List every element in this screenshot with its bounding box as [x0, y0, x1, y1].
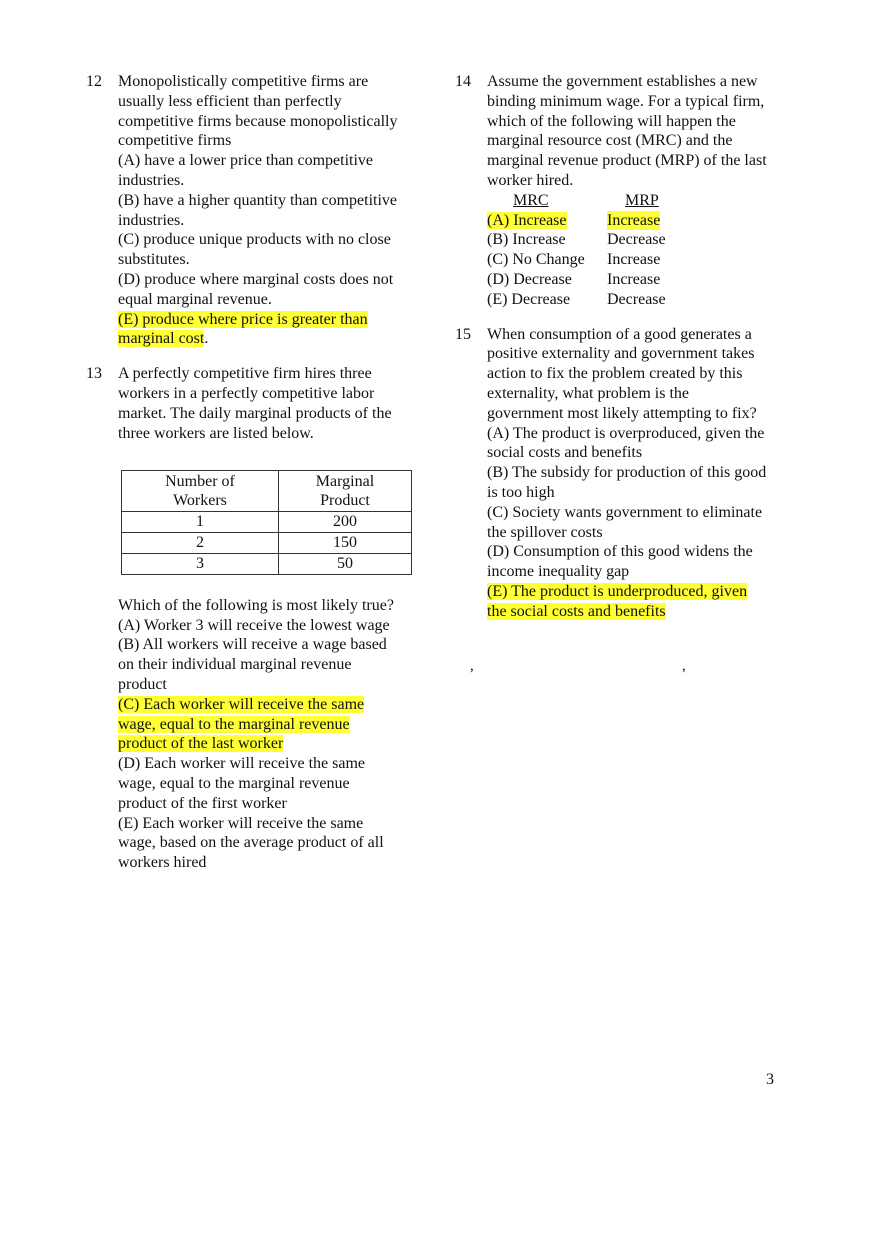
table-header-row	[122, 471, 412, 512]
table-cell: 150	[278, 533, 411, 554]
stem-line: three workers are listed below.	[118, 424, 314, 442]
table-cell: 3	[122, 553, 279, 574]
table-row	[122, 533, 412, 554]
stem-line: marginal revenue product (MRP) of the last	[487, 152, 767, 170]
option-line: (D) Decrease Increase	[487, 270, 661, 288]
option-line: (E) Decrease Decrease	[487, 290, 666, 308]
answer-line	[118, 715, 426, 735]
page-number: 3	[766, 1071, 774, 1088]
highlighted-answer: the social costs and benefits	[487, 602, 666, 620]
right-column	[455, 72, 800, 622]
option-line: social costs and benefits	[487, 444, 643, 462]
question-14	[455, 72, 800, 310]
option-line: wage, based on the average product of all	[118, 834, 384, 852]
stem-line: competitive firms	[118, 132, 232, 150]
option-line: (E) Each worker will receive the same	[118, 814, 364, 832]
answer-line	[118, 695, 426, 715]
option-line: (A) have a lower price than competitive	[118, 152, 373, 170]
option-line: (A) Worker 3 will receive the lowest wage	[118, 616, 390, 634]
stem-line: A perfectly competitive firm hires three	[118, 365, 372, 383]
option-line: industries.	[118, 171, 185, 189]
stem-line: Assume the government establishes a new	[487, 73, 758, 90]
question-number: 12	[86, 73, 102, 90]
option-line: (C) Society wants government to eliminate	[487, 503, 763, 521]
table-row	[122, 512, 412, 533]
highlighted-answer: (E) The product is underproduced, given	[487, 582, 748, 600]
column-header-marginal-product: Marginal Product	[278, 471, 411, 512]
stem-line: which of the following will happen the	[487, 112, 736, 130]
question-body	[487, 72, 800, 310]
stem-line: binding minimum wage. For a typical firm,	[487, 92, 765, 110]
question-number: 13	[86, 365, 102, 383]
answer-line	[118, 310, 426, 330]
option-line: (C) produce unique products with no close	[118, 231, 391, 249]
highlighted-answer: Increase	[607, 211, 661, 229]
question-body	[118, 72, 426, 349]
stem-line: usually less efficient than perfectly	[118, 92, 342, 110]
option-line: equal marginal revenue.	[118, 290, 272, 308]
stem-line: marginal resource cost (MRC) and the	[487, 132, 733, 150]
option-line: product	[118, 675, 167, 693]
option-line: is too high	[487, 483, 555, 501]
option-line: workers hired	[118, 854, 207, 872]
highlighted-answer: marginal cost	[118, 330, 205, 348]
highlighted-answer: (E) produce where price is greater than	[118, 310, 368, 328]
table-cell: 200	[278, 512, 411, 533]
stem-line: action to fix the problem created by this	[487, 365, 743, 383]
highlighted-answer: (A) Increase	[487, 211, 567, 229]
highlighted-answer: product of the last worker	[118, 735, 284, 753]
question-body	[487, 325, 800, 622]
stem-line: positive externality and government takes	[487, 345, 755, 363]
stem-line: Monopolistically competitive firms are	[118, 73, 369, 90]
question-number: 15	[455, 325, 471, 343]
option-line: (D) Each worker will receive the same	[118, 755, 365, 773]
option-line: (D) Consumption of this good widens the	[487, 543, 753, 561]
option-line: on their individual marginal revenue	[118, 656, 352, 674]
option-line: product of the first worker	[118, 794, 287, 812]
left-column	[86, 72, 426, 873]
header-mrp: MRP	[625, 191, 659, 209]
option-line: (B) The subsidy for production of this good	[487, 464, 767, 482]
question-number: 14	[455, 73, 471, 90]
stem-line: market. The daily marginal products of the	[118, 404, 392, 422]
option-line: wage, equal to the marginal revenue	[118, 774, 350, 792]
stray-mark: ,	[470, 658, 474, 674]
question-12	[86, 72, 426, 349]
table-row	[122, 553, 412, 574]
answer-punctuation: .	[204, 330, 209, 348]
highlighted-answer: (C) Each worker will receive the same	[118, 695, 365, 713]
answer-line	[487, 582, 800, 602]
column-headers	[487, 191, 800, 211]
question-body	[118, 364, 426, 873]
answer-line	[487, 211, 800, 231]
stray-mark: ,	[682, 658, 686, 674]
option-line: (B) All workers will receive a wage based	[118, 636, 387, 654]
stem-line: externality, what problem is the	[487, 384, 690, 402]
stem-line: worker hired.	[487, 171, 574, 189]
answer-line	[118, 329, 426, 349]
table-cell: 1	[122, 512, 279, 533]
option-line: income inequality gap	[487, 563, 630, 581]
highlighted-answer: wage, equal to the marginal revenue	[118, 715, 350, 733]
stem-line: competitive firms because monopolistically	[118, 112, 398, 130]
answer-line	[487, 602, 800, 622]
stem-line: workers in a perfectly competitive labor	[118, 384, 375, 402]
stem-line: When consumption of a good generates a	[487, 325, 752, 343]
option-line: substitutes.	[118, 251, 190, 269]
table-cell: 2	[122, 533, 279, 554]
marginal-product-table	[121, 470, 412, 574]
header-mrc: MRC	[513, 191, 549, 209]
option-line: (D) produce where marginal costs does not	[118, 270, 394, 288]
option-line: (C) No Change Increase	[487, 251, 661, 269]
question-line: Which of the following is most likely true?	[118, 596, 394, 614]
question-15	[455, 325, 800, 622]
option-line: industries.	[118, 211, 185, 229]
answer-line	[118, 734, 426, 754]
option-line: (B) Increase Decrease	[487, 231, 666, 249]
option-line: the spillover costs	[487, 523, 603, 541]
table-cell: 50	[278, 553, 411, 574]
column-header-workers: Number of Workers	[122, 471, 279, 512]
question-13	[86, 364, 426, 873]
option-line: (A) The product is overproduced, given the	[487, 424, 765, 442]
option-line: (B) have a higher quantity than competitive	[118, 191, 398, 209]
stem-line: government most likely attempting to fix?	[487, 404, 757, 422]
